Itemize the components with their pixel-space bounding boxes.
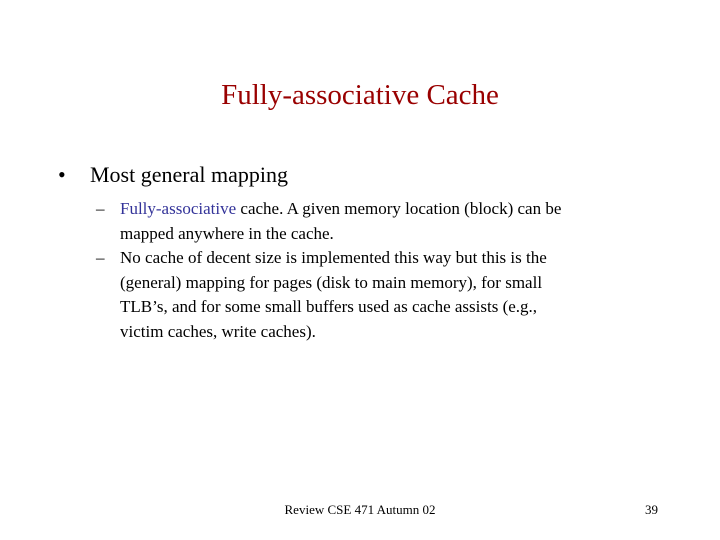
sub-item-no-cache (96, 246, 656, 344)
sub-item-fully-associative (96, 197, 656, 246)
dash-marker: – (96, 199, 105, 218)
sub-item-line: TLB’s, and for some small buffers used as cache assists (e.g., (120, 297, 538, 316)
sub-item-line: (general) mapping for pages (disk to main memory), for small (120, 272, 543, 292)
sub-item-line: No cache of decent size is implemented this way but this is the (120, 248, 547, 267)
bullet-marker: • (58, 162, 66, 187)
highlighted-term: Fully-associative (120, 199, 237, 218)
sub-item-line: mapped anywhere in the cache. (120, 223, 334, 243)
bullet-item (58, 160, 288, 190)
sub-item-text: cache. A given memory location (block) can be (236, 199, 562, 218)
slide-title: Fully-associative Cache (221, 79, 499, 111)
sub-item-line (96, 197, 656, 222)
sub-item-line: victim caches, write caches). (120, 321, 316, 341)
page-number: 39 (645, 502, 658, 517)
slide-footer: Review CSE 471 Autumn 02 (284, 502, 436, 517)
dash-marker: – (96, 248, 105, 267)
bullet-text: Most general mapping (90, 162, 288, 187)
